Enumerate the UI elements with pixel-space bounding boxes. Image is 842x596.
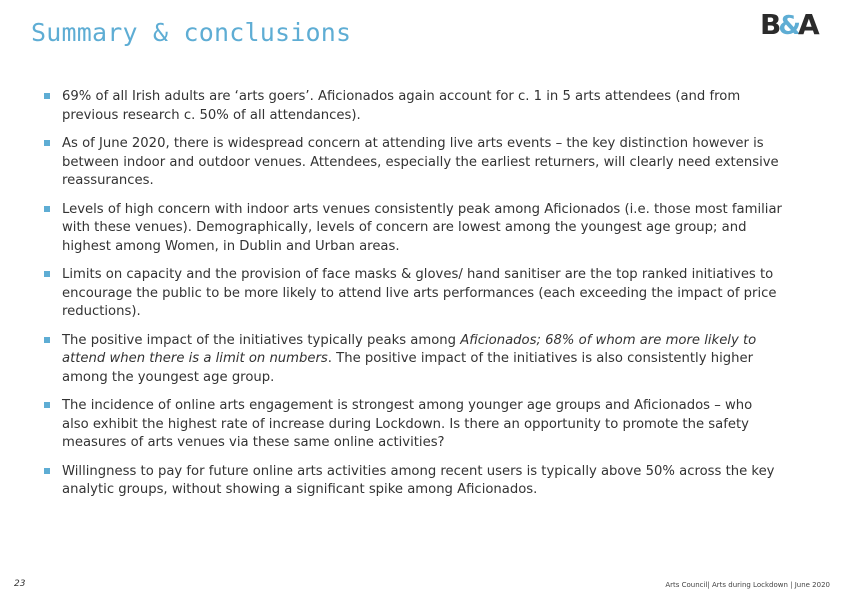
bullet-text: Limits on capacity and the provision of face masks & gloves/ hand sanitiser are the top ranked initiatives to encourage the public to be more likely to attend live arts performances (each exceeding the impact of price reductions). [62,267,777,319]
summary-bullet-list [43,88,783,510]
bullet-item [43,463,783,500]
bullet-text-end: . The positive impact of the initiatives is also consistently higher among the youngest age group. [62,351,753,385]
bullet-text-start: The positive impact of the initiatives typically peaks among [62,332,461,348]
bullet-item [43,135,783,191]
bullet-text: Levels of high concern with indoor arts venues consistently peak among Aficionados (i.e. those most familiar with these venues). Demographically, levels of concern are lowest among the youngest age group; and highest among Women, in Dublin and Urban areas. [62,201,782,254]
square-bullet-icon [44,140,50,146]
bullet-item [43,201,783,257]
square-bullet-icon [44,337,50,343]
footer-text: Arts Council| Arts during Lockdown | June 2020 [665,581,830,589]
bullet-text: 69% of all Irish adults are ‘arts goers’. Aficionados again account for c. 1 in 5 arts attendees (and from previous research c. 50% of all attendances). [62,89,741,123]
square-bullet-icon [44,93,50,99]
bullet-item [43,266,783,322]
bullet-text: The incidence of online arts engagement is strongest among younger age groups and Aficionados – who also exhibit the highest rate of increase during Lockdown. Is there an opportunity to promote the safety measures of arts venues via these same online activities? [62,398,753,450]
bullet-text: Willingness to pay for future online arts activities among recent users is typically above 50% across the key analytic groups, without showing a significant spike among Aficionados. [62,463,775,497]
bullet-item [43,88,783,125]
square-bullet-icon [44,402,50,408]
page-title: Summary & conclusions [31,18,352,47]
bullet-text: As of June 2020, there is widespread concern at attending live arts events – the key distinction however is between indoor and outdoor venues. Attendees, especially the earliest returners, will clearly need extensive reassurances. [62,136,779,188]
bullet-text-italic: Aficionados; 68% of whom are more likely to attend when there is a limit on numbers [62,332,757,366]
bullet-item [43,332,783,388]
logo-b: B [760,8,779,41]
page-number: 23 [14,579,26,589]
company-logo [760,10,832,40]
square-bullet-icon [44,468,50,474]
logo-a: A [798,8,817,41]
square-bullet-icon [44,206,50,212]
logo-ampersand: & [778,11,799,41]
square-bullet-icon [44,271,50,277]
bullet-item [43,397,783,453]
